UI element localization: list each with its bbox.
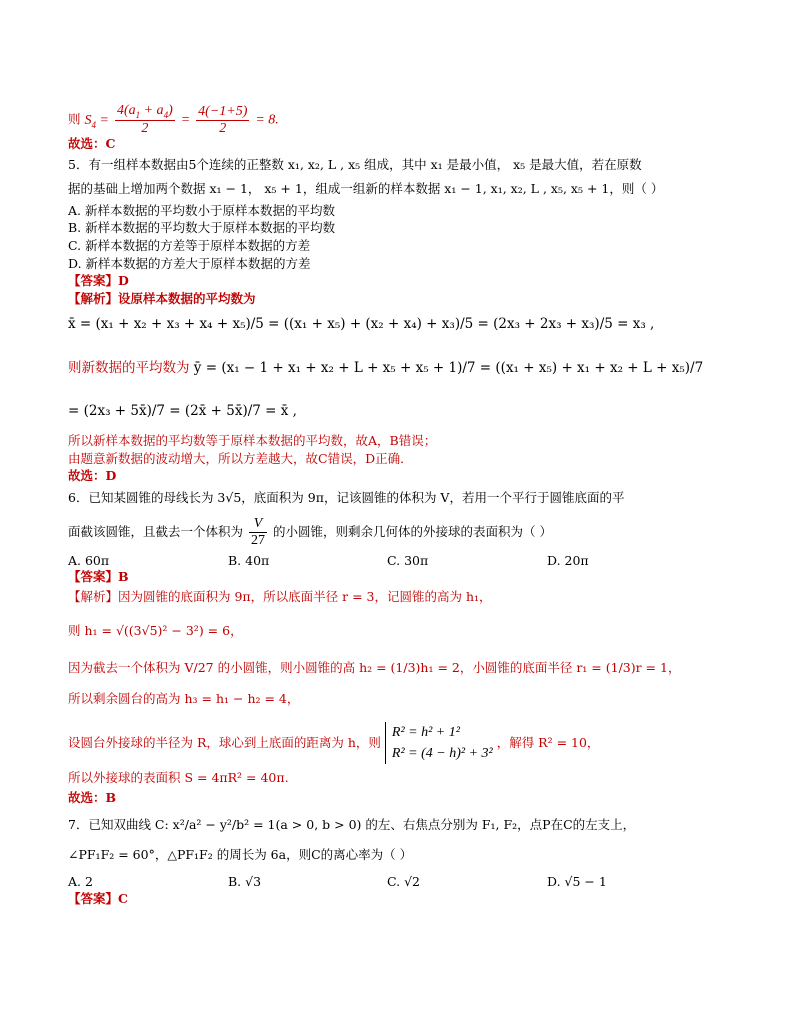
answer-7: 【答案】C [68,891,128,906]
analysis-5-heading: 【解析】设原样本数据的平均数为 [68,291,256,306]
s4-formula-line: 则 $S_4$ = $\frac{4(a_1 + a_4)}{2}$ = $\frac{4(-1+5)}{2}$ = 8. [68,103,279,137]
analysis-6-line-5 [68,722,599,764]
analysis-5-formula-2 [68,362,703,376]
analysis-6-line-5-pre: 设圆台外接球的半径为 R，球心到上底面的距离为 h，则 [68,734,381,750]
question-6-line-1: 6．已知某圆锥的母线长为 3√5，底面积为 9π，记该圆锥的体积为 V，若用一个平行于圆锥底面的平 [68,490,625,505]
question-6-option-c: C. 30π [387,553,429,568]
question-7-line-2: ∠PF₁F₂ = 60°，△PF₁F₂ 的周长为 6a，则C的离心率为（ ） [68,847,413,862]
analysis-6-line-5-post: ，解得 R² = 10， [496,734,600,750]
equation-1: R² = h² + 1² [391,725,460,740]
analysis-5-formula-2-prefix: 则新数据的平均数为 [68,360,190,376]
analysis-6-line-2: 则 h₁ = √((3√5)² − 3²) = 6， [68,623,243,638]
question-7-option-d: D. √5 − 1 [547,874,607,889]
question-7-option-c: C. √2 [387,874,420,889]
answer-select-5: 故选：D [68,468,117,483]
question-5-option-a: A. 新样本数据的平均数小于原样本数据的平均数 [68,203,335,218]
analysis-6-line-1: 【解析】因为圆锥的底面积为 9π，所以底面半径 r = 3，记圆锥的高为 h₁， [68,589,492,604]
question-5-option-b: B. 新样本数据的平均数大于原样本数据的平均数 [68,220,336,235]
analysis-6-line-4: 所以剩余圆台的高为 h₃ = h₁ − h₂ = 4， [68,691,300,706]
question-5-line-2: 据的基础上增加两个数据 x₁ − 1， x₅ + 1，组成一组新的样本数据 x₁ − 1, x₁, x₂, L , x₅, x₅ + 1，则（ ） [68,181,664,196]
question-6-option-b: B. 40π [228,553,270,568]
question-5-option-c: C. 新样本数据的方差等于原样本数据的方差 [68,238,311,253]
answer-6: 【答案】B [68,569,129,584]
question-7-option-a: A. 2 [68,874,93,889]
equation-2: R² = (4 − h)² + 3² [391,746,493,761]
question-5-line-1: 5．有一组样本数据由5个连续的正整数 x₁, x₂, L , x₅ 组成，其中 x₁ 是最小值， x₅ 是最大值，若在原数 [68,157,642,172]
question-6-line-2-pre: 面截该圆锥，且截去一个体积为 [68,524,244,540]
analysis-5-conclusion-2: 由题意新数据的波动增大，所以方差越大，故C错误，D正确． [68,451,413,466]
question-7-line-1: 7．已知双曲线 C: x²/a² − y²/b² = 1(a > 0, b > 0) 的左、右焦点分别为 F₁, F₂，点P在C的左支上， [68,817,636,832]
s4-prefix: 则 [68,111,81,127]
equation-system [385,722,493,764]
question-6-option-d: D. 20π [547,553,589,568]
question-6-line-2-post: 的小圆锥，则剩余几何体的外接球的表面积为（ ） [272,524,552,540]
answer-select-4: 故选：C [68,136,116,151]
answer-select-6: 故选：B [68,790,117,805]
analysis-5-formula-3: = (2x₃ + 5x̄)/7 = (2x̄ + 5x̄)/7 = x̄ , [68,403,297,419]
question-6-option-a: A. 60π [68,553,110,568]
answer-5: 【答案】D [68,273,129,288]
question-7-option-b: B. √3 [228,874,262,889]
analysis-6-line-3: 因为截去一个体积为 V/27 的小圆锥，则小圆锥的高 h₂ = (1/3)h₁ = 2，小圆锥的底面半径 r₁ = (1/3)r = 1， [68,660,681,675]
question-5-option-d: D. 新样本数据的方差大于原样本数据的方差 [68,256,311,271]
analysis-5-conclusion-1: 所以新样本数据的平均数等于原样本数据的平均数，故A，B错误； [68,433,437,448]
analysis-6-line-6: 所以外接球的表面积 S = 4πR² = 40π. [68,770,289,785]
analysis-5-formula-1: x̄ = (x₁ + x₂ + x₃ + x₄ + x₅)/5 = ((x₁ + x₅) + (x₂ + x₄) + x₃)/5 = (2x₃ + 2x₃ + x₃)/5 = x₃ , [68,316,655,332]
question-6-line-2: 面截该圆锥，且截去一个体积为 $\frac{V}{27}$ 的小圆锥，则剩余几何体的外接球的表面积为（ ） [68,516,552,549]
analysis-5-formula-2-body: ȳ = (x₁ − 1 + x₁ + x₂ + L + x₅ + x₅ + 1)/7 = ((x₁ + x₅) + x₁ + x₂ + L + x₅)/7 [193,360,704,376]
